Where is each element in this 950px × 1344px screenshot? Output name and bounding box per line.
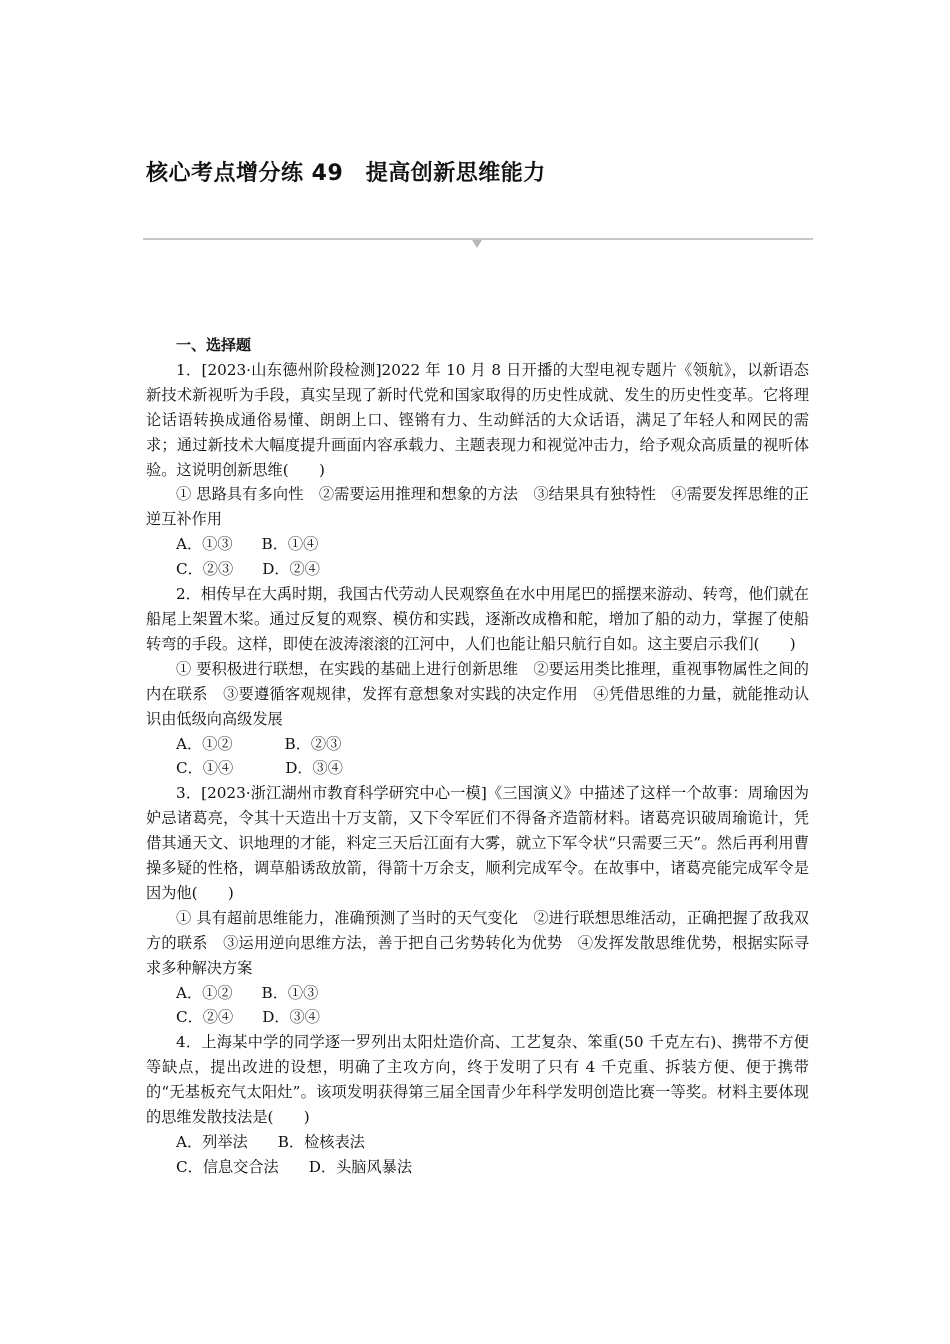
option-a[interactable]: A．①②: [176, 734, 233, 753]
option-row: [146, 732, 809, 757]
option-c[interactable]: C．①④: [176, 759, 234, 778]
option-a[interactable]: A．①②: [176, 983, 233, 1002]
option-row: [146, 1155, 809, 1180]
option-a[interactable]: A．①③: [176, 535, 233, 554]
option-d[interactable]: D．③④: [285, 759, 343, 778]
question-stem: 4．上海某中学的同学逐一罗列出太阳灶造价高、工艺复杂、笨重(50 千克左右)、携带不方便等缺点，提出改进的设想，明确了主攻方向，终于发明了只有 4 千克重、拆装方便、便于携带的“无基板充气太阳灶”。该项发明获得第三届全国青少年科学发明创造比赛一等奖。材料主要体现的思维发散技法是( ): [146, 1033, 809, 1127]
option-d[interactable]: D．头脑风暴法: [308, 1157, 413, 1176]
option-c[interactable]: C．②③: [176, 560, 234, 579]
option-row: [146, 1005, 809, 1030]
question-content: [146, 333, 809, 1180]
option-row: [146, 756, 809, 781]
page-title: 核心考点增分练 49 提高创新思维能力: [146, 161, 546, 186]
section-heading: 一、选择题: [176, 336, 252, 354]
option-row: [146, 1130, 809, 1155]
option-c[interactable]: C．信息交合法: [176, 1157, 279, 1176]
option-b[interactable]: B．①③: [261, 983, 319, 1002]
option-c[interactable]: C．②④: [176, 1008, 234, 1027]
option-a[interactable]: A．列举法: [176, 1133, 248, 1151]
option-b[interactable]: B．检核表法: [277, 1133, 365, 1151]
option-d[interactable]: D．②④: [262, 560, 320, 579]
question-statements: ① 要积极进行联想，在实践的基础上进行创新思维 ②要运用类比推理，重视事物属性之间的内在联系 ③要遵循客观规律，发挥有意想象对实践的决定作用 ④凭借思维的力量，就能推动认识由低级向高级发展: [146, 659, 809, 728]
divider-arrow-icon: [472, 240, 482, 248]
option-row: [146, 557, 809, 582]
question-stem: 2．相传早在大禹时期，我国古代劳动人民观察鱼在水中用尾巴的摇摆来游动、转弯，他们就在船尾上架置木桨。通过反复的观察、模仿和实践，逐渐改成橹和舵，增加了船的动力，掌握了使船转弯的手段。这样，即使在波涛滚滚的江河中，人们也能让船只航行自如。这主要启示我们( ): [146, 585, 809, 653]
option-b[interactable]: B．②③: [284, 734, 342, 753]
question-statements: ① 具有超前思维能力，准确预测了当时的天气变化 ②进行联想思维活动，正确把握了敌我双方的联系 ③运用逆向思维方法，善于把自己劣势转化为优势 ④发挥发散思维优势，根据实际寻求多种解决方案: [146, 908, 809, 977]
option-row: [146, 981, 809, 1006]
option-d[interactable]: D．③④: [262, 1008, 320, 1027]
question-stem: 1．[2023·山东德州阶段检测]2022 年 10 月 8 日开播的大型电视专题片《领航》，以新语态新技术新视听为手段，真实呈现了新时代党和国家取得的历史性成就、发生的历史性变革。它将理论话语转换成通俗易懂、朗朗上口、铿锵有力、生动鲜活的大众话语，满足了年轻人和网民的需求；通过新技术大幅度提升画面内容承载力、主题表现力和视觉冲击力，给予观众高质量的视听体验。这说明创新思维( ): [146, 360, 809, 479]
option-row: [146, 532, 809, 557]
question-statements: ① 思路具有多向性 ②需要运用推理和想象的方法 ③结果具有独特性 ④需要发挥思维的正逆互补作用: [146, 485, 809, 529]
option-b[interactable]: B．①④: [261, 535, 319, 554]
question-stem: 3．[2023·浙江湖州市教育科学研究中心一模]《三国演义》中描述了这样一个故事：周瑜因为妒忌诸葛亮，令其十天造出十万支箭，又下令军匠们不得备齐造箭材料。诸葛亮识破周瑜诡计，凭借其通天文、识地理的才能，料定三天后江面有大雾，就立下军令状“只需要三天”。然后再利用曹操多疑的性格，调草船诱敌放箭，得箭十万余支，顺利完成军令。在故事中，诸葛亮能完成军令是因为他( ): [146, 784, 809, 902]
